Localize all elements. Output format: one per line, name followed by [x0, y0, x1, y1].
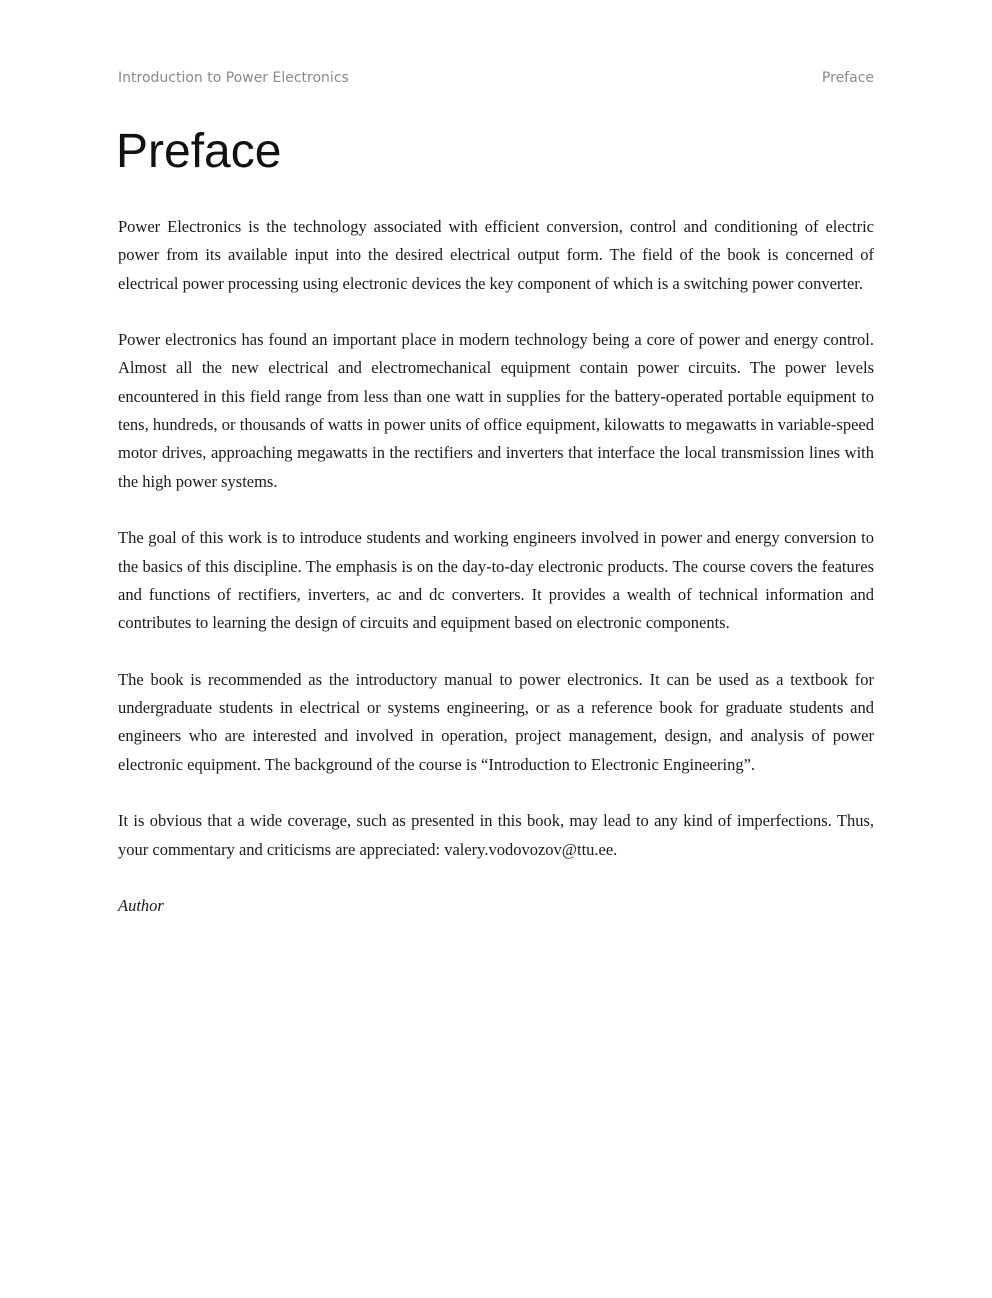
- page-title: Preface: [116, 125, 282, 178]
- paragraph-audience: The book is recommended as the introductory manual to power electronics. It can be used as a textbook for undergraduate students in electrical or systems engineering, or as a reference book for graduate students and engineers who are interested and involved in operation, project management, design, and analysis of power electronic equipment. The background of the course is “Introduction to Electronic Engineering”.: [118, 669, 874, 774]
- running-header: [118, 70, 874, 86]
- paragraph-importance: Power electronics has found an important place in modern technology being a core of power and energy control. Almost all the new electrical and electromechanical equipment contain power circuits. The power levels encountered in this field range from less than one watt in supplies for the battery-operated portable equipment to tens, hundreds, or thousands of watts in power units of office equipment, kilowatts to megawatts in variable-speed motor drives, approaching megawatts in the rectifiers and inverters that interface the local transmission lines with the high power systems.: [118, 330, 874, 491]
- header-section-name: Preface: [821, 70, 874, 86]
- paragraph-intro: Power Electronics is the technology associated with efficient conversion, control and conditioning of electric power from its available input into the desired electrical output form. The field of the book is concerned of electrical power processing using electronic devices the key component of which is a switching power converter.: [118, 217, 874, 293]
- paragraph-feedback: It is obvious that a wide coverage, such as presented in this book, may lead to any kind of imperfections. Thus, your commentary and criticisms are appreciated: valery.vodovozov@ttu.ee.: [118, 811, 874, 859]
- author-signature: Author: [118, 896, 164, 916]
- header-book-title: Introduction to Power Electronics: [118, 70, 349, 86]
- preface-body: [118, 213, 874, 949]
- paragraph-goal: The goal of this work is to introduce students and working engineers involved in power and energy conversion to the basics of this discipline. The emphasis is on the day-to-day electronic products. The course covers the features and functions of rectifiers, inverters, ac and dc converters. It provides a wealth of technical information and contributes to learning the design of circuits and equipment based on electronic components.: [118, 528, 874, 633]
